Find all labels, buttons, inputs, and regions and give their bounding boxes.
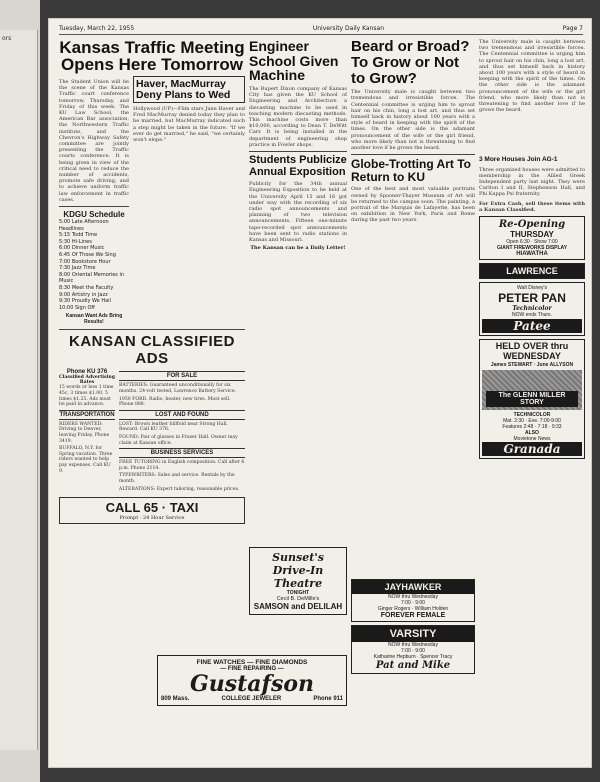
reopening-day: THURSDAY [510,229,554,239]
jeweler-line2: — FINE REPAIRING — [220,666,284,672]
jayhawker-title: FOREVER FEMALE [380,612,446,619]
reopening-extra: GIANT FIREWORKS DISPLAY [496,244,568,251]
sunset-title: SAMSON and DELILAH [253,602,343,611]
newspaper-page [48,18,592,768]
kdgu-item: 9:00 Artistry in Jazz [59,291,108,298]
page-header [59,25,583,35]
haver-headline: Haver, MacMurray Deny Plans to Wed [136,78,231,101]
reopening-name: HIAWATHA [516,250,548,257]
houses-extra: For Extra Cash, sell these items with a Kansan Classified. [479,200,585,213]
business-heading: BUSINESS SERVICES [119,448,245,458]
column-center-left [249,39,347,251]
classified-ad: LOST: Brown leather billfold near Strong Hall. Reward. Call KU 376. [119,421,228,433]
traffic-headline: Kansas Traffic Meeting Opens Here Tomorrow [59,39,245,74]
peterpan-presents: Walt Disney's [517,284,547,291]
kdgu-item: 7:00 Bookstore Hour [59,258,111,265]
engineer-headline: Engineer School Given Machine [249,39,339,84]
students-body: Publicity for the 34th annual Engineering Exposition to be held at the University April 15 and 16 got under way with the recording of six radio spot announcements and planning of two television announcements. Fifteen one-minute tape-recorded spot announcements have been sent to radio stations in Kansas and Missouri. [249,181,347,244]
patee-name: Patee [482,319,582,333]
beard-headline: Beard or Broad? To Grow or Not to Grow? [351,39,470,87]
jayhawker-ad [351,579,475,677]
kdgu-item: 6:45 Of Those We Sing [59,252,116,259]
column-center-right [351,39,475,224]
peterpan-title: PETER PAN [498,290,566,305]
peterpan-tech: Technicolor [512,304,552,312]
classified-ad: RIDERS WANTED: Driving to Denver, leaving Friday. Phone 3419. [59,421,110,444]
kdgu-item: 5:15 Todd Time [59,232,98,239]
beard-continued: The University male is caught between two tremendous and irresistible forces. The Centennial committee is urging him to sprout hair on his chin, long a lost art, and thus set himself back in history about 100 years with a style of beard in keeping with the spirit of the times. On the other side is the adamant pronouncement of the wife or the girl friend, who more likely than not is threatening to find another love if he grows the beard. [479,39,585,114]
kdgu-item: 8:00 Oriental Memories in Music [59,271,125,285]
varsity-name: VARSITY [352,626,474,642]
lost-found-heading: LOST AND FOUND [119,410,245,420]
classified-title: KANSAN CLASSIFIED ADS [68,333,235,368]
for-sale-heading: FOR SALE [119,371,245,381]
engineer-body: The Rupert Dixon company of Kansas City has given the KU School of Engineering and Architecture a diecasting machine to be used in teaching modern diecasting methods. This machine costs more than $10,000, according to Dean T. DeWitt Carr. It is being installed in the department of engineering shop practice in Fowler shops. [249,86,347,148]
sunset-ad [249,547,347,618]
transportation-heading: TRANSPORTATION [59,411,115,418]
glenn-title: The GLENN MILLER STORY [486,391,578,407]
classified-ad: 1950 FORD. Radio, heater, new tires. Must sell. Phone 888. [119,396,231,408]
glenn-features: Features 2:48 · 7:18 · 9:33 [502,423,562,430]
previous-page-text: ors [2,35,12,42]
jeweler-name: Gustafson [189,671,315,697]
jeweler-tag: COLLEGE JEWELER [221,696,282,703]
jeweler-address: 809 Mass. [161,696,190,703]
jeweler-ad [157,655,347,709]
jayhawker-stars: Ginger Rogers · William Holden [377,606,449,612]
previous-page-edge [0,0,40,782]
glenn-times: Mat. 2:30 · Eve. 7:00-9:00 [503,417,561,424]
header-paper: University Daily Kansan [312,25,385,32]
sunset-director: Cecil B. DeMille's [276,596,320,602]
header-date: Tuesday, March 22, 1955 [59,25,135,32]
varsity-times: 7:00 · 9:00 [401,648,425,654]
classified-ad: FOUND: Pair of glasses in Fraser Hall. Owner may claim at Kansan office. [119,434,238,446]
kdgu-footer: Kansan Want Ads Bring Results! [65,313,123,326]
glenn-held: HELD OVER thru WEDNESDAY [495,340,569,361]
classified-ad: ALTERATIONS: Expert tailoring, reasonable prices. [119,486,240,492]
rates-title: Classified Advertising Rates [59,375,115,386]
column-left [59,39,245,524]
students-headline: Students Publicize Annual Exposition [249,154,347,178]
kdgu-item: 7:30 Jazz Time [59,265,96,272]
traffic-body: The Student Union will be the scene of the Kansas Traffic court conference tomorrow, Thursday, and Friday of this week. The KU Law School, the American Bar association, the Northwestern Traffic institute, and the Chevron's Highway Safety committee are jointly presenting the Traffic courts conference. It is being given in view of the critical need to reduce the number of accidents, promote safe driving, and to achieve uniform traffic law enforcement in traffic cases. [59,79,129,203]
sunset-tonight: TONIGHT [286,590,310,596]
lawrence-name: LAWRENCE [506,265,558,276]
kdgu-item: 5:30 Hi-Lines [59,238,92,245]
houses-headline: 3 More Houses Join AG-1 [479,156,558,163]
globe-body: One of the best and most valuable portraits owned by Spooner-Thayer Museum of Art will be returned to the campus soon. The painting, a portrait of the Marquis de Lafayette, has been on exhibition in New York, Paris and Rome during the past two years. [351,186,475,224]
peterpan-now: NOW ends Thurs. [512,311,552,318]
houses-body: Three organized houses were admitted to membership in the Allied Greek Independent party last night. They were Carlton I and II, Stephenson Hall, and Phi Kappa Psi fraternity. [479,166,585,198]
rates-text: 15 words or less 1 time 45c, 3 times $1.00, 5 times $1.25. Ads must be paid in advance. [59,385,114,408]
column-right [479,39,585,462]
sunset-name: Sunset's Drive-In Theatre [272,551,324,590]
granada-name: Granada [482,442,582,456]
previous-page-strip [0,30,38,750]
beard-body: The University male is caught between two tremendous and irresistible forces. The Centennial committee is urging him to sprout hair on his chin, long a lost art, and thus set himself back in history about 100 years with a style of beard in keeping with the spirit of the times. On the other side is the adamant pronouncement of the wife or the girl friend, who more likely than not is threatening to find another love if he grows the beard. [351,89,475,152]
glenn-tech: TECHNICOLOR [513,411,551,418]
classified-ad: FREE TUTORING in English composition. Call after 6 p.m. Phone 2114. [119,460,245,471]
kdgu-item: 5:00 Late Afternoon Headlines [59,219,109,232]
reopening-line: Open 6:30 · Show 7:00 [506,238,558,245]
varsity-stars: Katharine Hepburn · Spencer Tracy [373,654,453,660]
kdgu-item: 6:00 Dinner Music [59,245,105,252]
haver-body: Hollywood (UP)—Film stars June Haver and Fred MacMurray denied today they plan to be married, but MacMurray indicated such a step might be taken in the future. "If we ever do get married," he said, "we certainly won't elope." [133,106,245,144]
taxi-ad-label: CALL 65 · TAXI [105,500,199,516]
jeweler-phone: Phone 911 [313,696,343,703]
classified-ad: BATTERIES: Guaranteed unconditionally for six months. 24-volt tested, Lawrence Battery Service. [119,383,237,394]
kdgu-item: 8:30 Meet the Faculty [59,285,114,291]
students-tag: The Kansan can be a Daily Letter! [250,245,346,252]
glenn-stars: James STEWART · June ALLYSON [490,361,574,368]
jayhawker-times: 7:00 · 9:00 [401,600,425,606]
jayhawker-name: JAYHAWKER [352,580,474,594]
reopening-title: Re-Opening [498,218,566,230]
kdgu-title: KDGU Schedule [63,210,125,220]
glenn-photo [482,370,582,410]
glenn-also: ALSO [525,429,539,436]
jeweler-line1: FINE WATCHES — FINE DIAMONDS [196,659,308,666]
header-page: Page 7 [562,25,583,32]
kdgu-list [59,219,129,311]
varsity-title: Pat and Mike [375,660,451,671]
classified-ad: BUFFALO, N.Y. for Spring vacation. Three riders wanted to help pay expenses. Call KU 9. [59,446,113,474]
kdgu-item: 10:00 Sign Off [59,304,95,311]
jayhawker-now: NOW thru Wednesday [388,594,438,600]
kdgu-item: 9:30 Proudly We Hail [59,298,111,305]
varsity-now: NOW thru Wednesday [388,642,438,648]
glenn-news: Movietone News [513,435,551,442]
globe-headline: Globe-Trotting Art To Return to KU [351,157,471,184]
taxi-ad-sub: Prompt · 24 Hour Service [119,515,185,522]
classified-phone: Phone KU 376 [66,369,108,376]
classified-ad: TYPEWRITERS: Sales and service. Rentals by the month. [119,473,235,484]
